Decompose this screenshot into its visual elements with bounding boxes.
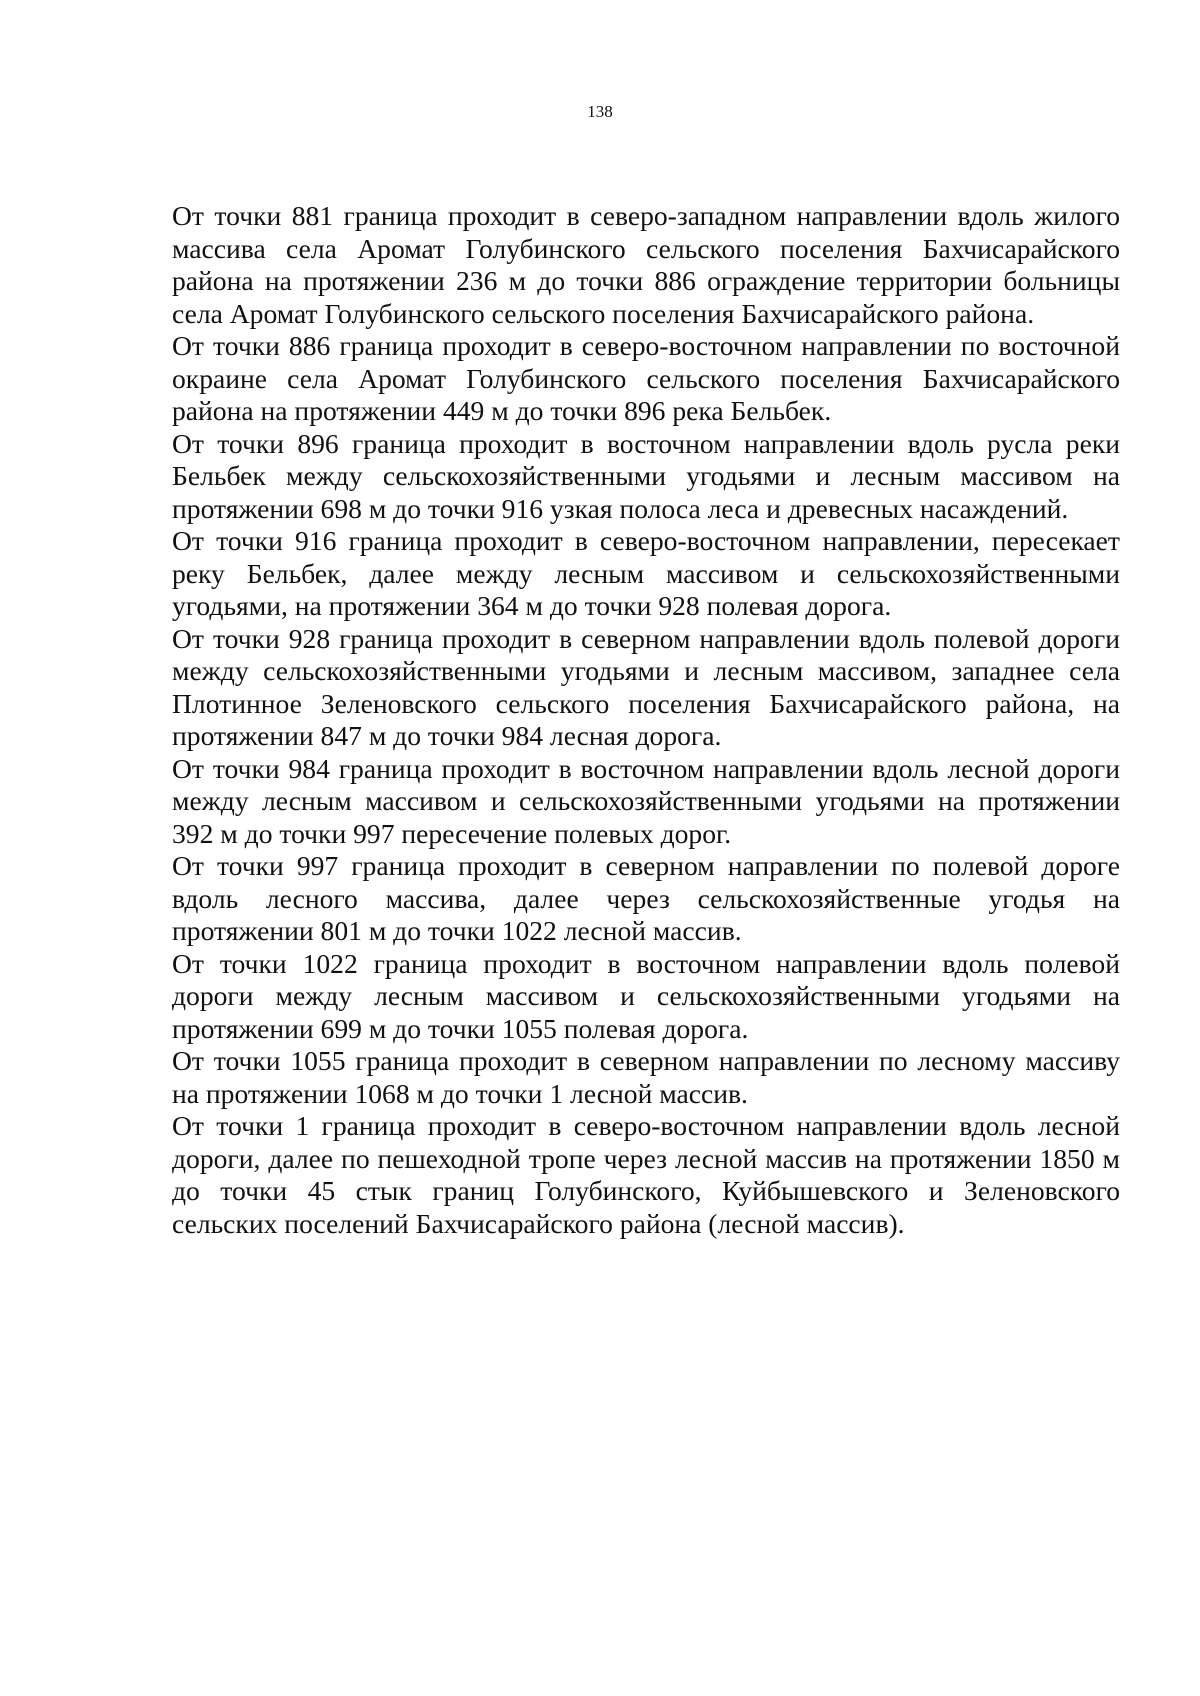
paragraph-point-896: От точки 896 граница проходит в восточном направлении вдоль русла реки Бельбек между сельскохозяйственными угодьями и лесным массивом на протяжении 698 м до точки 916 узкая полоса леса и древесных насаждений.: [172, 427, 1120, 524]
paragraph-point-928: От точки 928 граница проходит в северном направлении вдоль полевой дороги между сельскохозяйственными угодьями и лесным массивом, западнее села Плотинное Зеленовского сельского поселения Бахчисарайского района, на протяжении 847 м до точки 984 лесная дорога.: [172, 622, 1120, 751]
paragraph-point-1022: От точки 1022 граница проходит в восточном направлении вдоль полевой дороги между лесным массивом и сельскохозяйственными угодьями на протяжении 699 м до точки 1055 полевая дорога.: [172, 947, 1120, 1044]
document-body: [172, 200, 1120, 1240]
paragraph-point-916: От точки 916 граница проходит в северо-восточном направлении, пересекает реку Бельбек, далее между лесным массивом и сельскохозяйственными угодьями, на протяжении 364 м до точки 928 полевая дорога.: [172, 525, 1120, 621]
paragraph-point-984: От точки 984 граница проходит в восточном направлении вдоль лесной дороги между лесным массивом и сельскохозяйственными угодьями на протяжении 392 м до точки 997 пересечение полевых дорог.: [172, 752, 1120, 849]
paragraph-point-1: От точки 1 граница проходит в северо-восточном направлении вдоль лесной дороги, далее по пешеходной тропе через лесной массив на протяжении 1850 м до точки 45 стык границ Голубинского, Куйбышевского и Зеленовского сельских поселений Бахчисарайского района (лесной массив).: [172, 1110, 1120, 1239]
paragraph-point-886: От точки 886 граница проходит в северо-восточном направлении по восточной окраине села Аромат Голубинского сельского поселения Бахчисарайского района на протяжении 449 м до точки 896 река Бельбек.: [172, 330, 1120, 426]
paragraph-point-881: От точки 881 граница проходит в северо-западном направлении вдоль жилого массива села Аромат Голубинского сельского поселения Бахчисарайского района на протяжении 236 м до точки 886 ограждение территории больницы села Аромат Голубинского сельского поселения Бахчисарайского района.: [172, 200, 1120, 329]
paragraph-point-997: От точки 997 граница проходит в северном направлении по полевой дороге вдоль лесного массива, далее через сельскохозяйственные угодья на протяжении 801 м до точки 1022 лесной массив.: [172, 850, 1120, 946]
paragraph-point-1055: От точки 1055 граница проходит в северном направлении по лесному массиву на протяжении 1068 м до точки 1 лесной массив.: [172, 1045, 1120, 1109]
page-number: 138: [587, 102, 613, 121]
